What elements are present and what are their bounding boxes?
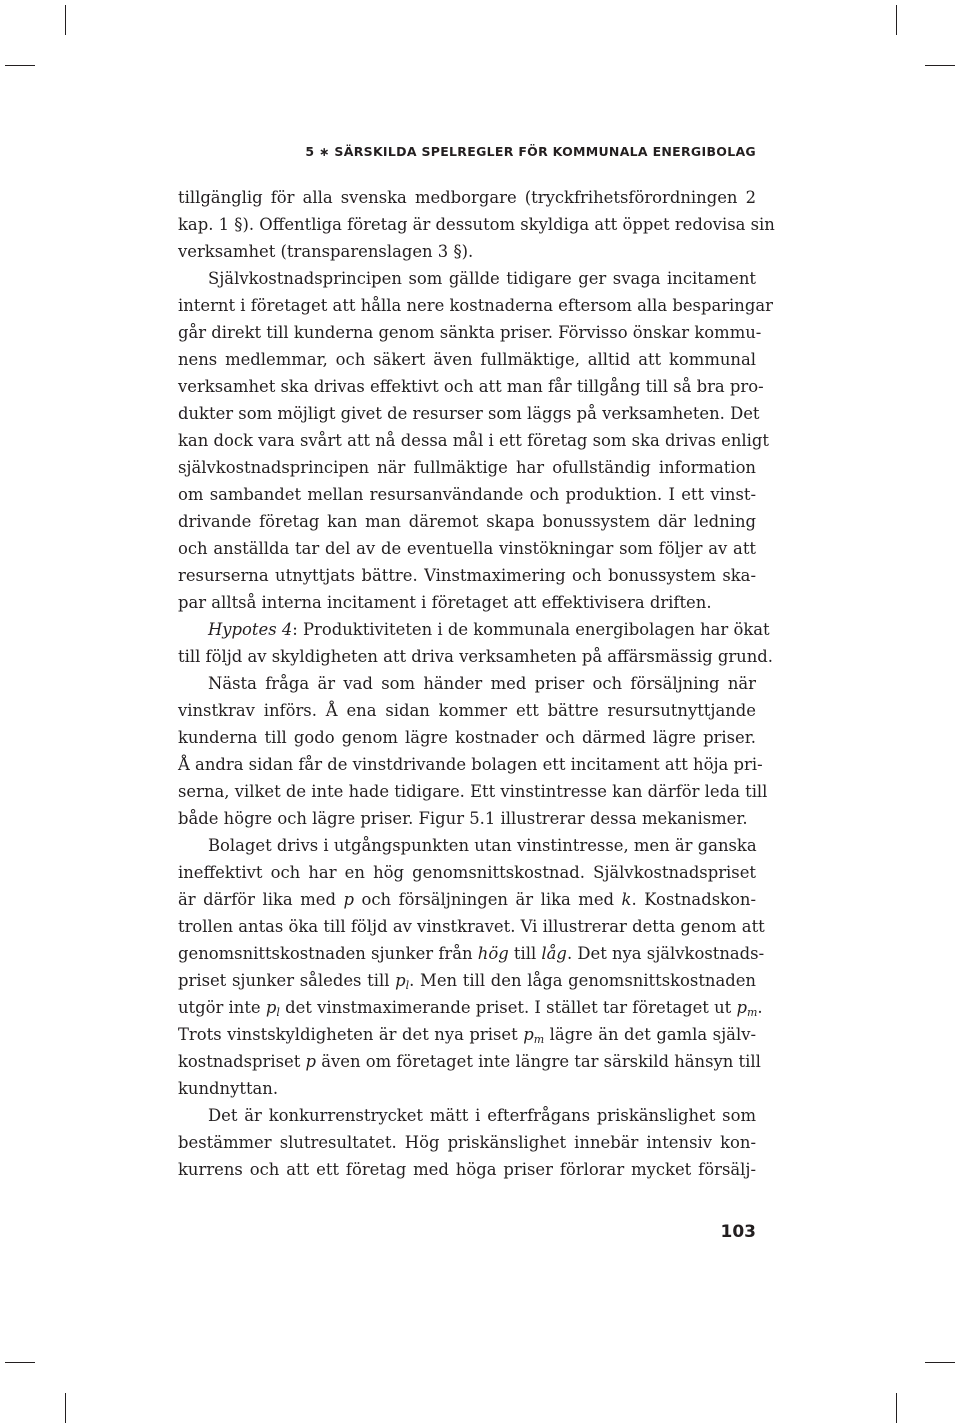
text-line: par alltså interna incitament i företaget att effektivisera driften. [178,593,712,612]
text-line: Självkostnadsprincipen som gällde tidigare ger svaga incitament [208,269,756,288]
crop-mark [925,65,955,66]
text-line: kundnyttan. [178,1079,279,1098]
text-line: Nästa fråga är vad som händer med priser och försäljning när [208,674,756,693]
text-run: lägre än det gamla själv- [544,1025,756,1044]
text-line: verksamhet ska drivas effektivt och att man får tillgång till så bra pro- [178,377,764,396]
hypothesis-text: : Produktiviteten i de kommunala energibolagen har ökat [292,620,770,639]
text-run: . [757,998,763,1017]
text-line [178,1021,756,1048]
crop-mark [5,1362,35,1363]
text-line: går direkt till kunderna genom sänkta priser. Förvisso önskar kommu- [178,323,762,342]
hypothesis-line [178,616,770,643]
text-line: vinstkrav införs. Å ena sidan kommer ett bättre resursutnyttjande [178,701,756,720]
text-line [178,994,763,1021]
subscript-m: m [746,1006,758,1019]
symbol-p: p [343,890,354,909]
text-run: Trots vinstskyldigheten är det nya priset [178,1025,524,1044]
text-line: dukter som möjligt givet de resurser som läggs på verksamheten. Det [178,404,760,423]
text-line [178,967,756,994]
symbol-k: k [621,890,632,909]
hypothesis-label: Hypotes 4 [208,620,293,639]
text-line: om sambandet mellan resursanvändande och produktion. I ett vinst- [178,485,756,504]
text-run: priset sjunker således till [178,971,396,990]
text-line: tillgänglig för alla svenska medborgare (tryckfrihetsförordningen 2 [178,188,756,207]
text-run: även om företaget inte längre tar särskild hänsyn till [316,1052,761,1071]
crop-mark [896,1393,897,1423]
crop-mark [65,5,66,35]
text-line: ineffektivt och har en hög genomsnittskostnad. Självkostnadspriset [178,863,756,882]
subscript-l: l [276,1006,280,1019]
text-line: kan dock vara svårt att nå dessa mål i ett företag som ska drivas enligt [178,431,769,450]
text-line: självkostnadsprincipen när fullmäktige har ofullständig information [178,458,756,477]
symbol-p: p [523,1025,534,1044]
text-run: och försäljningen är lika med [353,890,622,909]
text-run: är därför lika med [178,890,344,909]
text-line: internt i företaget att hålla nere kostnaderna eftersom alla besparingar [178,296,773,315]
text-line: kunderna till godo genom lägre kostnader och därmed lägre priser. [178,728,756,747]
term-lag: låg [541,944,567,963]
crop-mark [5,65,35,66]
text-line: verksamhet (transparenslagen 3 §). [178,242,474,261]
text-line: nens medlemmar, och säkert även fullmäktige, alltid att kommunal [178,350,756,369]
text-line: bestämmer slutresultatet. Hög priskänslighet innebär intensiv kon- [178,1133,756,1152]
term-hog: hög [477,944,509,963]
text-run: till [508,944,542,963]
text-run: genomsnittskostnaden sjunker från [178,944,478,963]
symbol-p: p [305,1052,317,1071]
text-line: trollen antas öka till följd av vinstkravet. Vi illustrerar detta genom att [178,917,765,936]
text-line: Bolaget drivs i utgångspunkten utan vinstintresse, men är ganska [208,836,757,855]
crop-mark [65,1393,66,1423]
page-number: 103 [720,1222,756,1242]
text-line: serna, vilket de inte hade tidigare. Ett vinstintresse kan därför leda till [178,782,768,801]
hypothesis-line: till följd av skyldigheten att driva verksamheten på affärsmässig grund. [178,647,773,666]
text-line: kap. 1 §). Offentliga företag är dessutom skyldiga att öppet redovisa sin [178,215,775,234]
crop-mark [896,5,897,35]
text-line [178,1048,761,1075]
text-run: utgör inte [178,998,266,1017]
text-run: kostnadspriset [178,1052,306,1071]
text-run: . Det nya självkostnads- [566,944,765,963]
text-line: Å andra sidan får de vinstdrivande bolagen ett incitament att höja pri- [178,755,763,774]
text-run: . Men till den låga genomsnittskostnaden [409,971,756,990]
symbol-p: p [736,998,747,1017]
crop-mark [925,1362,955,1363]
text-line: Det är konkurrenstrycket mätt i efterfrågans priskänslighet som [208,1106,756,1125]
text-line [178,886,756,913]
text-line: och anställda tar del av de eventuella vinstökningar som följer av att [178,539,756,558]
text-run: det vinstmaximerande priset. I stället tar företaget ut [279,998,737,1017]
body-text [178,184,775,1183]
symbol-p: p [265,998,277,1017]
symbol-p: p [395,971,406,990]
text-line: resurserna utnyttjats bättre. Vinstmaximering och bonussystem ska- [178,566,756,585]
text-line: kurrens och att ett företag med höga priser förlorar mycket försälj- [178,1160,756,1179]
subscript-m: m [533,1033,545,1046]
text-line: både högre och lägre priser. Figur 5.1 illustrerar dessa mekanismer. [178,809,748,828]
text-line: drivande företag kan man däremot skapa bonussystem där ledning [178,512,756,531]
subscript-l: l [405,979,410,992]
text-run: . Kostnadskon- [631,890,757,909]
running-head: 5 ∗ SÄRSKILDA SPELREGLER FÖR KOMMUNALA ENERGIBOLAG [305,144,756,159]
text-line [178,940,765,967]
